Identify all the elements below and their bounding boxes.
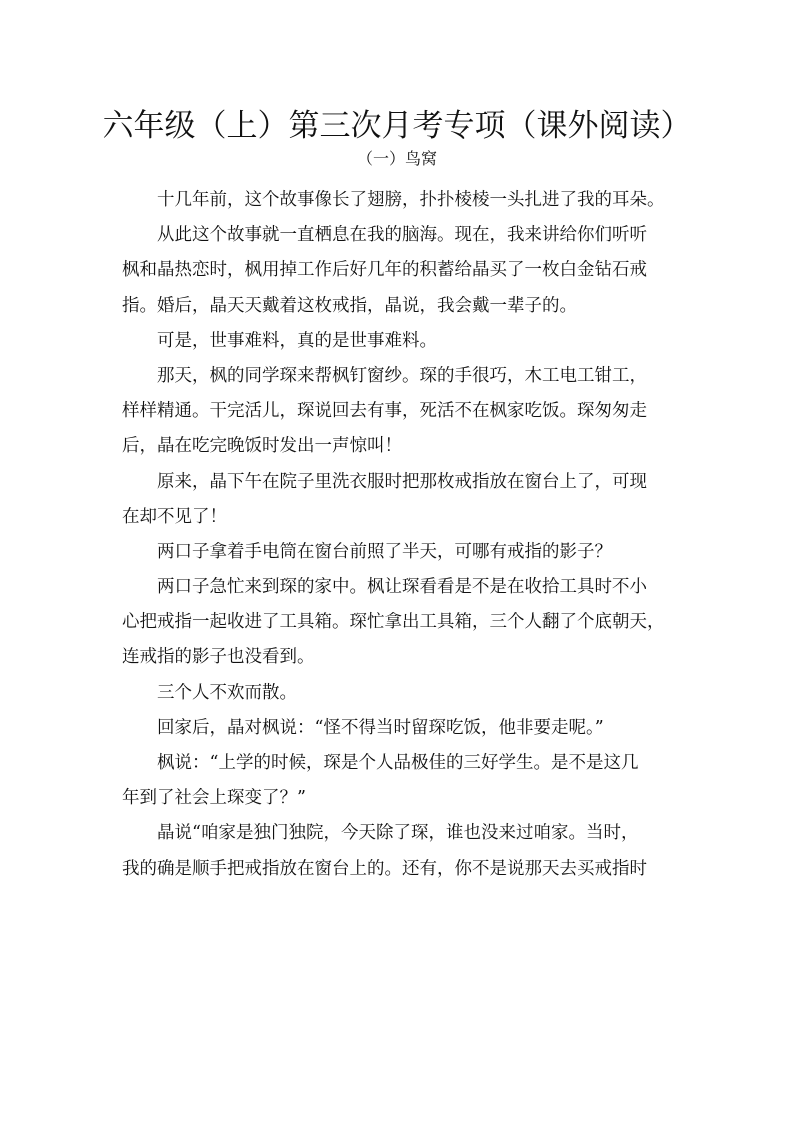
document-subtitle: （一）鸟窝 (356, 149, 437, 168)
text-line: 两口子拿着手电筒在窗台前照了半天，可哪有戒指的影子？ (157, 541, 612, 562)
text-line: 十几年前，这个故事像长了翅膀，扑扑棱棱一头扎进了我的耳朵。 (157, 190, 665, 210)
text-line: 心把戒指一起收进了工具箱。琛忙拿出工具箱，三个人翻了个底朝天， (122, 612, 665, 633)
story-body (122, 183, 677, 887)
text-line: 三个人不欢而散。 (157, 682, 297, 703)
text-line: 两口子急忙来到琛的家中。枫让琛看看是不是在收拾工具时不小 (157, 577, 647, 598)
text-line: 后，晶在吃完晚饭时发出一声惊叫！ (122, 436, 402, 457)
text-line: 那天，枫的同学琛来帮枫钉窗纱。琛的手很巧，木工电工钳工， (157, 365, 647, 386)
text-line: 年到了社会上琛变了？” (122, 788, 306, 809)
document-title: 六年级（上）第三次月考专项（课外阅读） (102, 108, 692, 144)
text-line: 枫说：“上学的时候，琛是个人品极佳的三好学生。是不是这几 (157, 753, 639, 773)
text-line: 可是，世事难料，真的是世事难料。 (157, 330, 437, 351)
text-line: 回家后，晶对枫说：“怪不得当时留琛吃饭，他非要走呢。” (157, 717, 604, 738)
text-line: 样样精通。干完活儿，琛说回去有事，死活不在枫家吃饭。琛匆匆走 (122, 401, 647, 422)
text-line: 连戒指的影子也没看到。 (122, 647, 315, 668)
text-line: 我的确是顺手把戒指放在窗台上的。还有，你不是说那天去买戒指时 (122, 858, 647, 879)
text-line: 在却不见了！ (122, 506, 227, 527)
text-line: 从此这个故事就一直栖息在我的脑海。现在，我来讲给你们听听 (157, 225, 647, 246)
text-line: 原来，晶下午在院子里洗衣服时把那枚戒指放在窗台上了，可现 (157, 471, 647, 492)
text-line: 晶说“咱家是独门独院，今天除了琛，谁也没来过咱家。当时， (157, 823, 639, 844)
text-line: 枫和晶热恋时，枫用掉工作后好几年的积蓄给晶买了一枚白金钻石戒 (122, 260, 647, 281)
text-line: 指。婚后，晶天天戴着这枚戒指，晶说，我会戴一辈子的。 (122, 295, 577, 316)
